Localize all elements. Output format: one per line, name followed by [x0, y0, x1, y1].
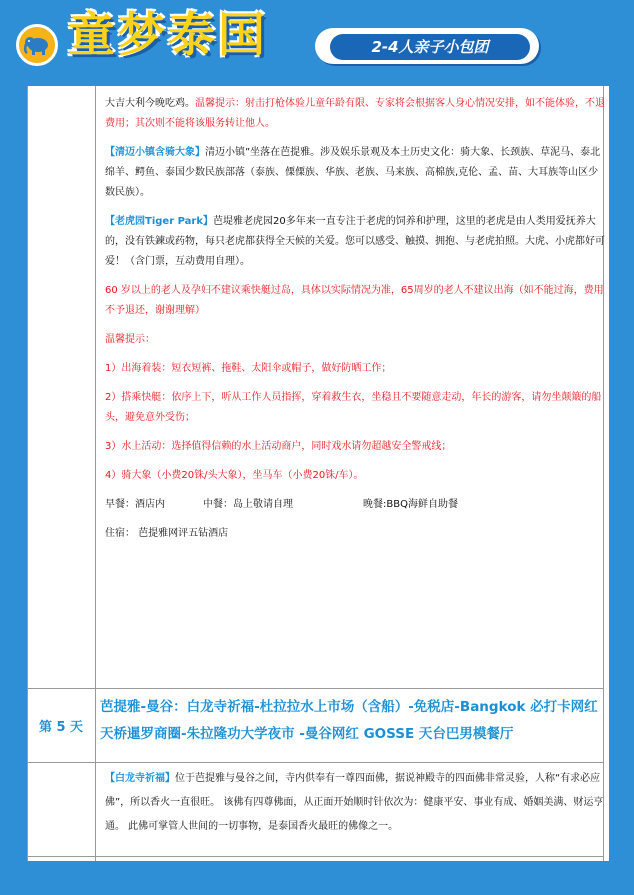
elderly-warning: 60 岁以上的老人及孕妇不建议乘快艇过岛，具体以实际情况为准，65周岁的老人不建议出海（如不能过海，费用不予退还，谢谢理解）: [105, 285, 604, 316]
day5-title: 芭提雅-曼谷：白龙寺祈福-杜拉拉水上市场（含船）-免税店-Bangkok 必打卡网红天桥暹罗商圈-朱拉隆功大学夜市 -曼谷网红 GOSSE 天台巴男模餐厅: [100, 699, 598, 742]
tip-1: 1）出海着装：短衣短裤、拖鞋、太阳伞或帽子，做好防晒工作；: [105, 363, 392, 374]
meals-row: [105, 495, 605, 515]
tip-4: 4）骑大象（小费20铢/头大象），坐马车（小费20铢/车）。: [105, 470, 364, 481]
day4-paragraph-1: 大吉大利今晚吃鸡。温馨提示：射击打枪体验儿童年龄有限、专家将会根据客人身心情况安排，如不能体验，不退费用；其次则不能将该服务转让他人。: [105, 98, 605, 129]
row-divider-2: [27, 762, 604, 763]
bottom-bar: [0, 861, 634, 895]
tip-2: 2）搭乘快艇：依序上下，听从工作人员指挥，穿着救生衣，坐稳且不要随意走动，年长的游客，请勿坐颠簸的船头，避免意外受伤；: [105, 392, 602, 423]
tip-3: 3）水上活动：选择值得信赖的水上活动商户，同时戏水请勿超越安全警戒线；: [105, 441, 452, 452]
column-divider: [95, 86, 96, 861]
tips-title: 温馨提示：: [105, 334, 155, 345]
chiangmai-paragraph: 【清迈小镇含骑大象】清迈小镇”坐落在芭提雅。涉及娱乐景观及本土历史文化：骑大象、长颈族、草泥马、泰北绵羊、鳄鱼、泰国少数民族部落（泰族、傈傈族、华族、老族、马来族、高棉族,克伦、孟、苗、大耳族等山区少数民族）。: [105, 147, 601, 198]
hotel: 住宿： 芭提雅网评五钻酒店: [105, 528, 229, 539]
breakfast: 早餐：酒店内: [105, 499, 165, 510]
elephant-logo-icon: [16, 24, 58, 66]
dinner: 晚餐:BBQ海鲜自助餐: [363, 499, 458, 510]
bottom-border: [27, 856, 604, 857]
temple-paragraph: 【白龙寺祈福】位于芭提雅与曼谷之间，寺内供奉有一尊四面佛，据说神殿寺的四面佛非常灵验，人称“有求必应佛”，所以香火一直很旺。 该佛有四尊佛面，从正面开始顺时针依次为：健康平安、事业有成、婚姻美满、财运亨通。 此佛可掌管人世间的一切事物，是泰国香火最旺的佛像之一。: [105, 773, 604, 832]
day5-content: [105, 767, 605, 839]
day5-label: 第 5 天: [38, 720, 84, 735]
tiger-paragraph: 【老虎园Tiger Park】芭堤雅老虎园20多年来一直专注于老虎的饲养和护理，这里的老虎是由人类用爱抚养大的，没有铁鍊或药物，每只老虎都获得全天候的关爱。您可以感受、触摸、拥抱、与老虎拍照。大虎、小虎都好可爱！（含门票，互动费用自理）。: [105, 216, 605, 267]
itinerary-sheet: [27, 86, 609, 861]
row-divider-1: [27, 688, 604, 689]
page-title: 童梦泰国: [68, 8, 268, 63]
lunch: 中餐：岛上敬请自理: [203, 499, 293, 510]
day4-content: [105, 94, 605, 544]
subtitle-text: 2-4人亲子小包团: [330, 34, 530, 60]
header: [0, 0, 634, 86]
